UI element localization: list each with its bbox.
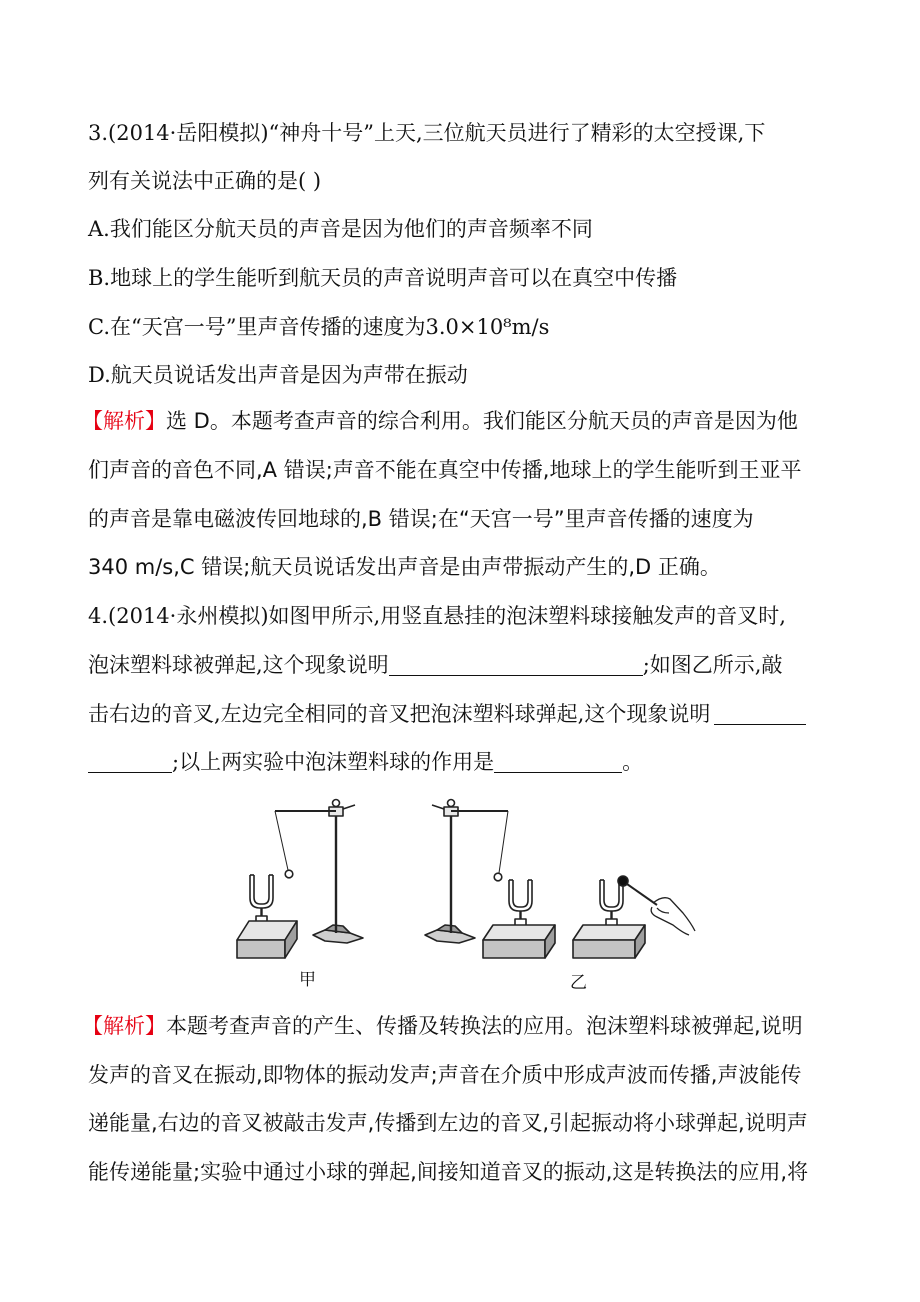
q4-line2-text-b: ;如图乙所示,敲 (642, 653, 783, 677)
q4-stem-line3 (88, 699, 806, 729)
experiment-diagram (225, 795, 705, 995)
q4-stem-line2 (88, 650, 782, 680)
analysis4-line4: 能传递能量;实验中通过小球的弹起,间接知道音叉的振动,这是转换法的应用,将 (88, 1160, 809, 1184)
analysis3-line1 (82, 406, 798, 436)
q4-stem-line4 (88, 747, 643, 777)
analysis4-line2: 发声的音叉在振动,即物体的振动发声;声音在介质中形成声波而传播,声波能传 (88, 1063, 802, 1087)
answer-blank-2a[interactable] (714, 702, 806, 725)
caption-right: 乙 (570, 973, 587, 993)
analysis4-line3: 递能量,右边的音叉被敲击发声,传播到左边的音叉,引起振动将小球弹起,说明声 (88, 1111, 808, 1135)
answer-blank-1[interactable] (389, 653, 643, 676)
q3-option-a: A.我们能区分航天员的声音是因为他们的声音频率不同 (88, 217, 593, 241)
analysis4-line1 (82, 1011, 803, 1041)
q4-line4-end: 。 (622, 750, 644, 774)
analysis4-text1: 本题考查声音的产生、传播及转换法的应用。泡沫塑料球被弹起,说明 (166, 1014, 803, 1038)
q3-stem-line1: 3.(2014·岳阳模拟)“神舟十号”上天,三位航天员进行了精彩的太空授课,下 (88, 121, 766, 145)
q3-option-d: D.航天员说话发出声音是因为声带在振动 (88, 363, 468, 387)
caption-left: 甲 (299, 970, 316, 990)
q3-option-c: C.在“天宫一号”里声音传播的速度为3.0×10⁸m/s (88, 315, 550, 339)
analysis3-line4: 340 m/s,C 错误;航天员说话发出声音是由声带振动产生的,D 正确。 (88, 555, 721, 579)
q4-stem-line1: 4.(2014·永州模拟)如图甲所示,用竖直悬挂的泡沫塑料球接触发声的音叉时, (88, 604, 786, 628)
answer-blank-3[interactable] (494, 750, 622, 773)
q3-stem-line2: 列有关说法中正确的是( ) (88, 169, 322, 193)
figure-left-apparatus (237, 800, 363, 959)
answer-blank-2b[interactable] (88, 750, 172, 773)
figure-right-apparatus (425, 800, 695, 959)
q3-option-b: B.地球上的学生能听到航天员的声音说明声音可以在真空中传播 (88, 266, 678, 290)
analysis3-text1: 选 D。本题考查声音的综合利用。我们能区分航天员的声音是因为他 (166, 409, 798, 433)
tuning-fork-figure (225, 795, 705, 995)
q4-line4-text: ;以上两实验中泡沫塑料球的作用是 (172, 750, 495, 774)
analysis3-line2: 们声音的音色不同,A 错误;声音不能在真空中传播,地球上的学生能听到王亚平 (88, 458, 802, 482)
q4-line3-text: 击右边的音叉,左边完全相同的音叉把泡沫塑料球弹起,这个现象说明 (88, 702, 711, 726)
analysis-tag: 【解析】 (82, 409, 166, 433)
q4-line2-text-a: 泡沫塑料球被弹起,这个现象说明 (88, 653, 389, 677)
analysis3-line3: 的声音是靠电磁波传回地球的,B 错误;在“天宫一号”里声音传播的速度为 (88, 507, 754, 531)
analysis-tag: 【解析】 (82, 1014, 166, 1038)
